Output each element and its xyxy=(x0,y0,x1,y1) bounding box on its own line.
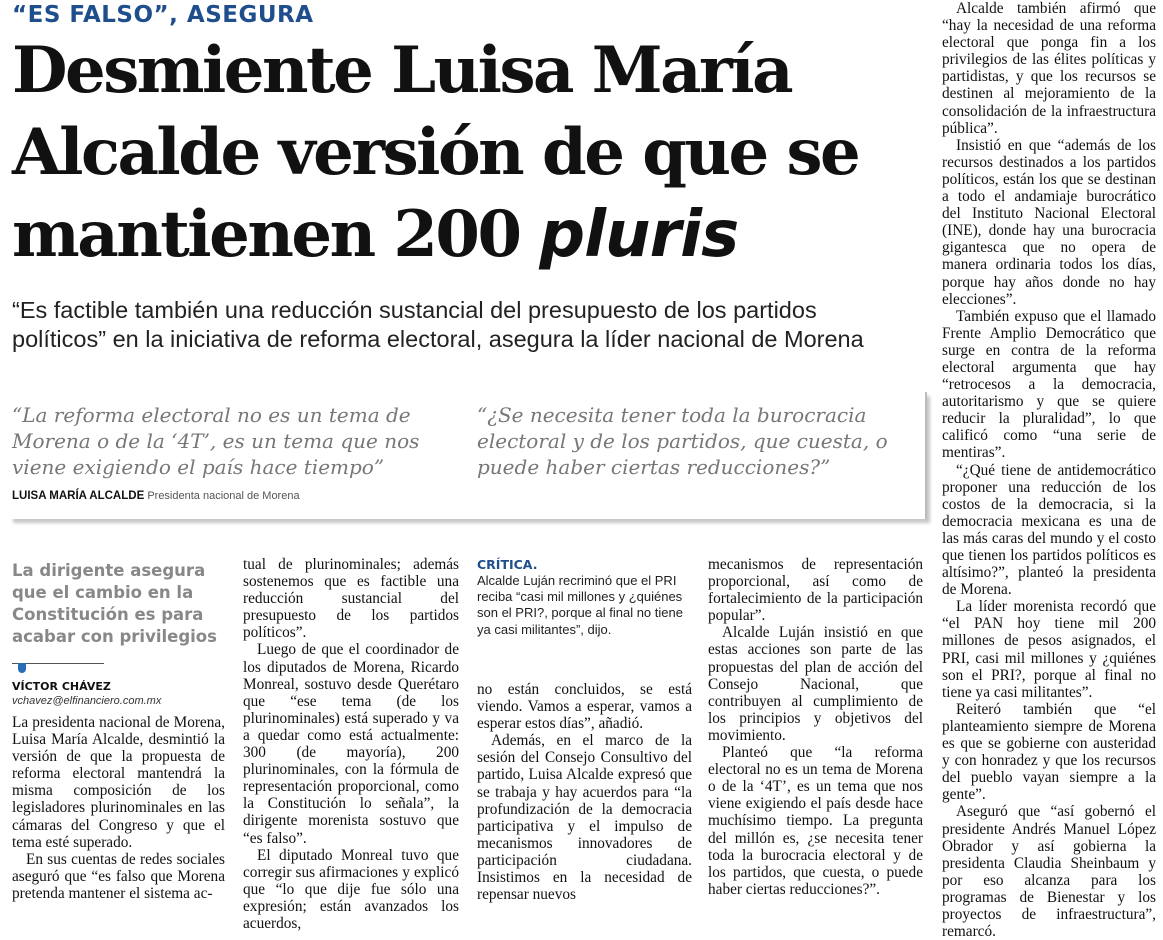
paragraph: mecanismos de representación proporcional, así como de fortalecimiento de la participación popular”. xyxy=(708,556,923,625)
paragraph: “¿Qué tiene de antidemocrático proponer una reducción de los costos de la democracia, si la democracia mexicana es una de las más caras del mundo y el costo que tienen los partidos políticos es altísimo?”, planteó la presidenta de Morena. xyxy=(942,461,1156,599)
paragraph: También expuso que el llamado Frente Amplio Democrático que surge en contra de la reforma electoral argumenta que hay “retrocesos a la democracia, autoritarismo y que se quiere reducir la pluralidad”, lo que calificó como “una serie de mentiras”. xyxy=(942,307,1156,462)
headline-main: Desmiente Luisa María Alcalde versión de que se mantienen 200 xyxy=(12,33,859,272)
byline-marker-icon xyxy=(18,663,26,673)
body-column-4 xyxy=(708,556,923,898)
paragraph: Reiteró también que “el planteamiento siempre de Morena es que se gobierne con austeridad y con honradez y que los recursos del pueblo vayan siempre a la gente”. xyxy=(942,700,1156,804)
pull-quote-2: “¿Se necesita tener toda la burocracia electoral y de los partidos, que cuesta, o puede haber ciertas reducciones?” xyxy=(477,403,888,479)
paragraph: Insistió en que “además de los recursos destinados a los partidos políticos, están los que se destinan a todo el andamiaje burocrático del Instituto Nacional Electoral (INE), donde hay una burocracia gigantesca que no opera de manera ordinaria todos los días, porque hay años donde no hay elecciones”. xyxy=(942,136,1156,308)
paragraph: Además, en el marco de la sesión del Consejo Consultivo del partido, Luisa Alcalde expresó que se trabaja y hay acuerdos para “la profundización de la democracia participativa y el impulso de mecanismos innovadores de participación ciudadana. Insistimos en la necesidad de repensar nuevos xyxy=(477,732,692,904)
paragraph: La líder morenista recordó que “el PAN hoy tiene mil 200 millones de pesos asignados, el PRI, casi mil millones y ¿quiénes son el PRI?, porque al final no tiene ya casi militantes”. xyxy=(942,598,1156,701)
paragraph: Aseguró que “así gobernó el presidente Andrés Manuel López Obrador y así gobierna la presidenta Claudia Sheinbaum y por eso alcanza para los programas de Bienestar y los proyectos de infraestructura”, remarcó. xyxy=(942,803,1156,940)
byline-author: VÍCTOR CHÁVEZ xyxy=(12,680,111,693)
paragraph: tual de plurinominales; además sostenemos que es factible una reducción sustancial del presupuesto de los partidos políticos”. xyxy=(243,556,459,642)
critica-label: CRÍTICA. xyxy=(477,557,538,572)
paragraph: Alcalde Luján insistió en que estas acciones son parte de las propuestas del plan de acción del Consejo Nacional, que contribuyen al cumplimiento de los principios y objetivos del movimiento. xyxy=(708,624,923,744)
quote-attribution xyxy=(12,490,300,502)
critica-box xyxy=(477,556,692,638)
paragraph: En sus cuentas de redes sociales aseguró que “es falso que Morena pretenda mantener el sistema ac- xyxy=(12,850,225,902)
headline xyxy=(12,30,932,276)
sidebar-head: La dirigente asegura que el cambio en la Constitución es para acabar con privilegios xyxy=(12,561,217,646)
body-column-1 xyxy=(12,714,225,902)
body-column-3 xyxy=(477,681,692,903)
paragraph: El diputado Monreal tuvo que corregir sus afirmaciones y explicó que “lo que dije fue sólo una expresión; están avanzados los acuerdos, xyxy=(243,846,459,932)
headline-italic: pluris xyxy=(539,198,739,272)
body-column-5 xyxy=(942,0,1156,940)
pull-quote-1: “La reforma electoral no es un tema de Morena o de la ‘4T’, es un tema que nos viene exigiendo el país hace tiempo” xyxy=(12,403,420,479)
paragraph: La presidenta nacional de Morena, Luisa María Alcalde, desmintió la versión de que la propuesta de reforma electoral mantendrá la misma composición de los legisladores plurinominales en las cámaras del Congreso y que el tema esté superado. xyxy=(12,714,225,851)
attribution-name: LUISA MARÍA ALCALDE xyxy=(12,490,145,502)
paragraph: Luego de que el coordinador de los diputados de Morena, Ricardo Monreal, sostuvo desde Querétaro que “ese tema (de los plurinominales) está superado y va a quedar como está actualmente: 300 (de mayoría), 200 plurinominales, con la fórmula de representación proporcional, como la Constitución lo señala”, la dirigente morenista sostuvo que “es falso”. xyxy=(243,641,459,847)
kicker: “ES FALSO”, ASEGURA xyxy=(12,2,314,28)
deck: “Es factible también una reducción sustancial del presupuesto de los partidos políticos” en la iniciativa de reforma electoral, asegura la líder nacional de Morena xyxy=(12,297,864,352)
body-column-2 xyxy=(243,556,459,932)
attribution-title: Presidenta nacional de Morena xyxy=(147,490,300,502)
paragraph: Planteó que “la reforma electoral no es un tema de Morena o de la ‘4T’, es un tema que nos viene exigiendo el país desde hace muchísimo tiempo. La pregunta del millón es, ¿se necesita tener toda la burocracia electoral y de los partidos, que cuesta, o puede haber ciertas reducciones?”. xyxy=(708,744,923,898)
paragraph: no están concluidos, se está viendo. Vamos a esperar, vamos a esperar estos días”, añadió. xyxy=(477,681,692,733)
critica-text: Alcalde Luján recriminó que el PRI reciba “casi mil millones y ¿quiénes son el PRI?, porque al final no tiene ya casi militantes”, dijo. xyxy=(477,573,683,637)
byline-email[interactable]: vchavez@elfinanciero.com.mx xyxy=(12,695,162,707)
paragraph: Alcalde también afirmó que “hay la necesidad de una reforma electoral que ponga fin a los privilegios de las élites políticas y partidistas, y que los recursos se destinen al mejoramiento de la consolidación de la infraestructura pública”. xyxy=(942,0,1156,137)
